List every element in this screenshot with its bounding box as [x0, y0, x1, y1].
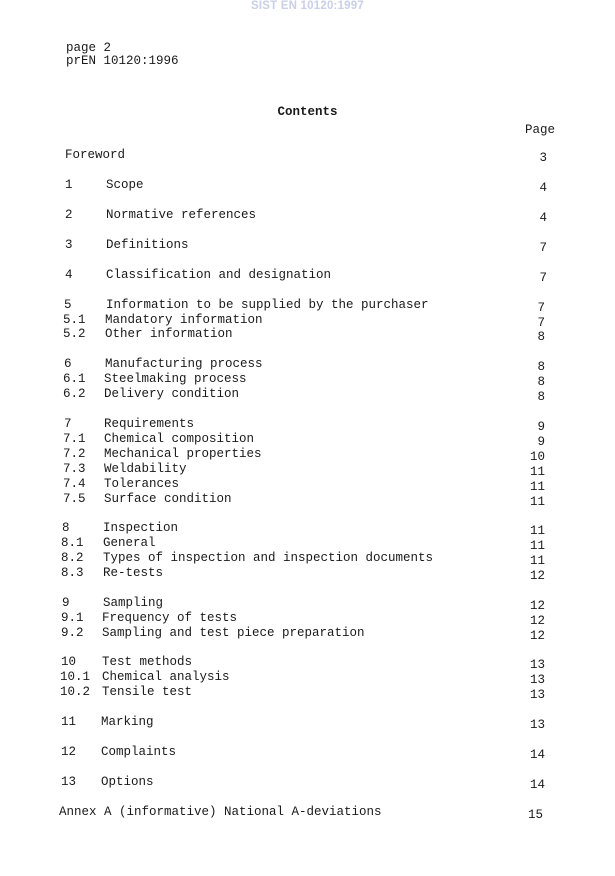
toc-entry: [0, 611, 615, 627]
toc-entry: [0, 178, 615, 194]
toc-entry: [0, 372, 615, 388]
toc-entry: [0, 238, 615, 254]
toc-entry-number: 2: [65, 208, 73, 222]
toc-entry-title: Surface condition: [104, 492, 232, 506]
toc-entry-number: 12: [61, 745, 77, 759]
toc-entry-page: 13: [529, 673, 545, 687]
toc-entry-title: Chemical composition: [104, 432, 255, 446]
toc-entry-title: Delivery condition: [104, 387, 240, 401]
toc-entry: [0, 447, 615, 463]
toc-entry-page: 11: [529, 554, 545, 568]
toc-entry-title: Tensile test: [102, 685, 193, 699]
toc-entry-title: Definitions: [106, 238, 189, 252]
toc-entry-page: 4: [539, 211, 547, 225]
toc-entry: [0, 536, 615, 552]
toc-entry-page: 9: [537, 435, 545, 449]
toc-entry-page: 7: [537, 316, 545, 330]
page-column-label: Page: [525, 123, 556, 137]
toc-entry-page: 14: [529, 778, 545, 792]
toc-entry: [0, 566, 615, 582]
toc-entry-title: Classification and designation: [106, 268, 332, 282]
toc-entry-title: Frequency of tests: [102, 611, 238, 625]
toc-entry: [0, 655, 615, 671]
toc-entry-number: 13: [61, 775, 77, 789]
page-header: [66, 42, 179, 68]
toc-entry-number: 10.2: [60, 685, 91, 699]
toc-entry-number: 4: [65, 268, 73, 282]
toc-entry: [0, 685, 615, 701]
toc-entry-number: 7.3: [63, 462, 86, 476]
toc-entry: [0, 432, 615, 448]
toc-entry-page: 15: [527, 808, 543, 822]
toc-entry-page: 12: [529, 629, 545, 643]
toc-entry-page: 14: [529, 748, 545, 762]
toc-entry-title: Normative references: [106, 208, 257, 222]
toc-entry-page: 13: [529, 658, 545, 672]
toc-entry-number: 10: [61, 655, 77, 669]
toc-entry: [0, 521, 615, 537]
toc-entry-title: Manufacturing process: [105, 357, 263, 371]
toc-entry: [0, 626, 615, 642]
toc-entry-page: 4: [539, 181, 547, 195]
page-number-line: page 2: [66, 41, 112, 55]
toc-entry-page: 8: [537, 375, 545, 389]
toc-entry: [0, 596, 615, 612]
toc-entry-number: 9: [62, 596, 70, 610]
toc-entry-title: Types of inspection and inspection documents: [103, 551, 434, 565]
toc-entry: [0, 715, 615, 731]
toc-entry-page: 13: [529, 688, 545, 702]
toc-entry-title: Marking: [101, 715, 154, 729]
toc-entry-number: 8.2: [61, 551, 84, 565]
toc-entry: [0, 268, 615, 284]
toc-entry: [0, 208, 615, 224]
toc-entry-page: 11: [529, 524, 545, 538]
toc-entry: [0, 327, 615, 343]
toc-entry-number: 5: [64, 298, 72, 312]
toc-entry: [0, 462, 615, 478]
toc-entry-number: 6.2: [63, 387, 86, 401]
toc-entry: [0, 492, 615, 508]
toc-entry-page: 11: [529, 495, 545, 509]
toc-entry-page: 11: [529, 480, 545, 494]
toc-entry-page: 11: [529, 465, 545, 479]
toc-entry-title: Sampling and test piece preparation: [102, 626, 365, 640]
watermark: SIST EN 10120:1997: [251, 0, 364, 12]
toc-entry-page: 12: [529, 569, 545, 583]
toc-entry-number: 5.1: [63, 313, 86, 327]
toc-entry-page: 7: [537, 301, 545, 315]
toc-entry-number: 10.1: [60, 670, 91, 684]
toc-entry: [0, 387, 615, 403]
toc-entry: [0, 477, 615, 493]
toc-entry-number: 8: [62, 521, 70, 535]
toc-entry: [0, 148, 615, 164]
toc-entry-title: Other information: [105, 327, 233, 341]
toc-entry-page: 10: [529, 450, 545, 464]
toc-entry: [0, 551, 615, 567]
toc-entry-title: Weldability: [104, 462, 187, 476]
toc-entry-title: Re-tests: [103, 566, 164, 580]
toc-entry-title: Inspection: [103, 521, 179, 535]
toc-entry-title: Test methods: [102, 655, 193, 669]
toc-entry-number: 8.1: [61, 536, 84, 550]
toc-entry-title: Requirements: [104, 417, 195, 431]
toc-entry-number: 6: [64, 357, 72, 371]
toc-entry-title: Tolerances: [104, 477, 180, 491]
toc-entry-title: Information to be supplied by the purchaser: [106, 298, 429, 312]
toc-entry-title: Annex A (informative) National A-deviations: [59, 805, 382, 819]
toc-entry-title: Chemical analysis: [102, 670, 230, 684]
toc-entry-page: 7: [539, 271, 547, 285]
toc-entry-title: Sampling: [103, 596, 164, 610]
toc-entry: [0, 417, 615, 433]
toc-entry-number: 9.1: [61, 611, 84, 625]
toc-entry-page: 13: [529, 718, 545, 732]
toc-entry-number: 6.1: [63, 372, 86, 386]
toc-entry: [0, 745, 615, 761]
toc-entry-number: 7.2: [63, 447, 86, 461]
toc-entry-page: 12: [529, 599, 545, 613]
contents-title: Contents: [277, 105, 338, 119]
toc-entry-number: 7.5: [63, 492, 86, 506]
toc-entry: [0, 775, 615, 791]
document-id: prEN 10120:1996: [66, 54, 179, 68]
toc-entry: [0, 357, 615, 373]
toc-entry-page: 8: [537, 390, 545, 404]
toc-entry-title: Mechanical properties: [104, 447, 262, 461]
toc-entry-number: 11: [61, 715, 77, 729]
toc-entry-page: 3: [539, 151, 547, 165]
toc-entry-number: 7.4: [63, 477, 86, 491]
toc-entry-page: 7: [539, 241, 547, 255]
toc-entry: [0, 298, 615, 314]
toc-entry-page: 12: [529, 614, 545, 628]
toc-entry-title: Foreword: [65, 148, 126, 162]
toc-entry-number: 7.1: [63, 432, 86, 446]
toc-entry-title: Scope: [106, 178, 144, 192]
toc-entry-page: 9: [537, 420, 545, 434]
toc-entry-number: 9.2: [61, 626, 84, 640]
toc-entry-number: 1: [65, 178, 73, 192]
toc-entry-title: Options: [101, 775, 154, 789]
toc-entry-number: 5.2: [63, 327, 86, 341]
toc-entry-title: Complaints: [101, 745, 177, 759]
toc-entry-number: 8.3: [61, 566, 84, 580]
toc-entry-title: Steelmaking process: [104, 372, 247, 386]
toc-entry: [0, 805, 615, 821]
toc-entry-page: 11: [529, 539, 545, 553]
toc-entry-page: 8: [537, 360, 545, 374]
toc-entry-title: General: [103, 536, 156, 550]
toc-entry-page: 8: [537, 330, 545, 344]
toc-entry: [0, 670, 615, 686]
toc-entry-title: Mandatory information: [105, 313, 263, 327]
toc-entry-number: 3: [65, 238, 73, 252]
toc-entry-number: 7: [64, 417, 72, 431]
